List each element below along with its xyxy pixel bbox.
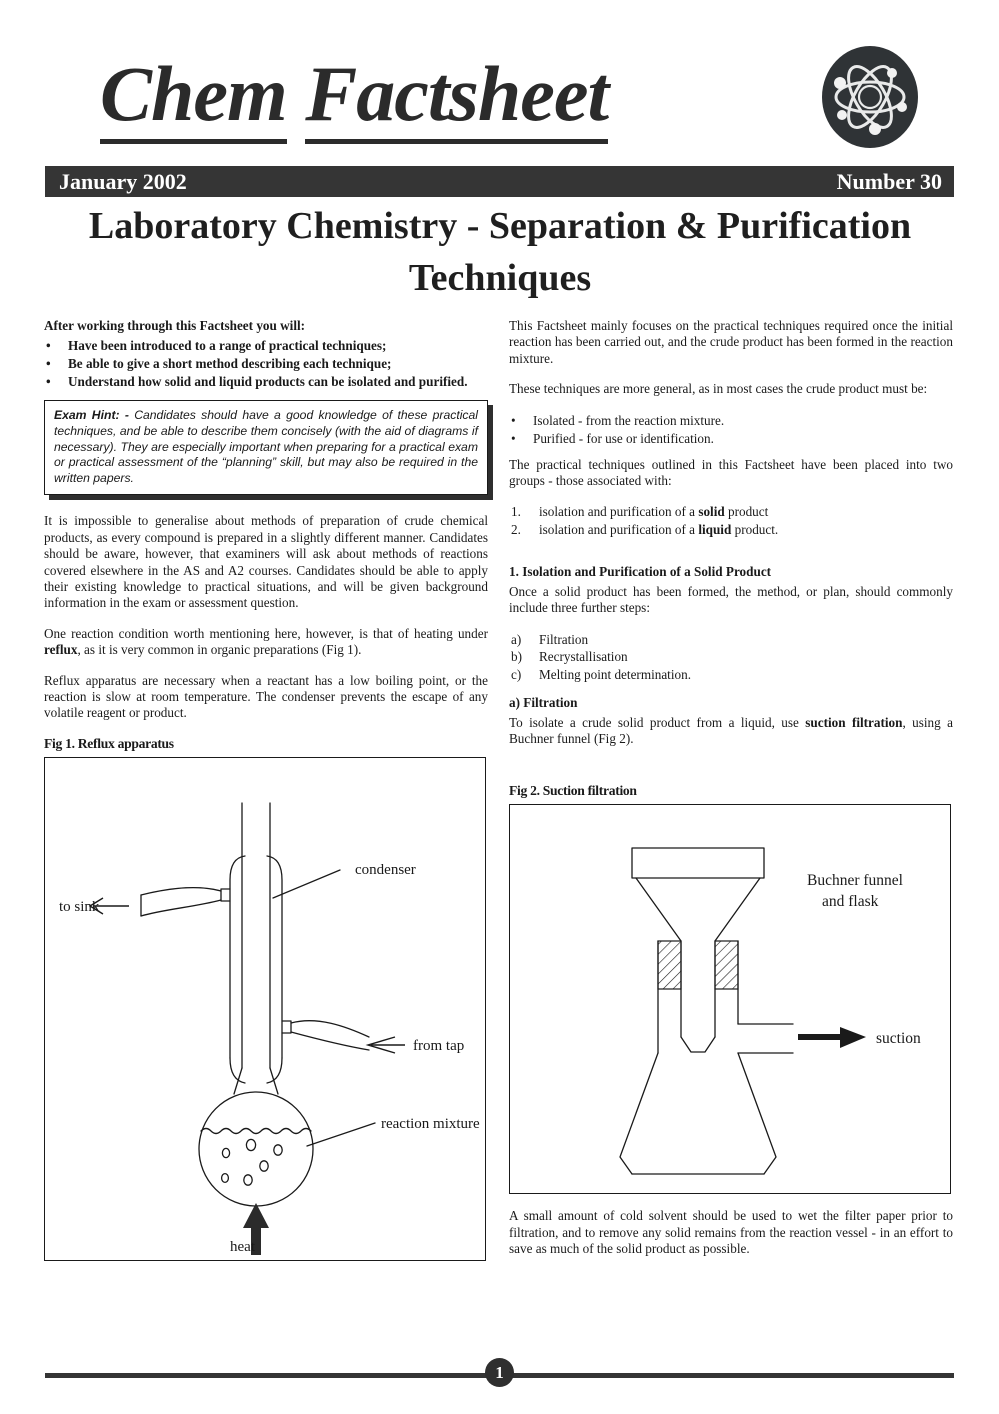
step-text: Filtration [539, 631, 589, 647]
numbered-bold: liquid [698, 521, 732, 537]
numbered-post: product. [731, 521, 779, 537]
exam-hint-label: Exam Hint: - [54, 408, 129, 423]
bullet-icon: • [511, 430, 516, 446]
left-paragraph-3: Reflux apparatus are necessary when a reactant has a low boiling point, or the reaction is slow at room temperature. The condenser prevents the escape of any volatile reagent or product. [44, 672, 488, 721]
objectives-heading: After working through this Factsheet you will: [44, 318, 306, 333]
numbered-post: product [724, 504, 769, 520]
objective-text: Understand how solid and liquid products can be isolated and purified. [68, 374, 468, 390]
list-item [509, 503, 953, 521]
section-1-paragraph: Once a solid product has been formed, the method, or plan, should commonly include three further steps: [509, 583, 953, 616]
fig2-label-buchner-line2: and flask [822, 893, 879, 911]
fig1-label-condenser: condenser [355, 861, 416, 878]
step-text: Recrystallisation [539, 649, 628, 665]
fig1-label-heat: heat [230, 1238, 255, 1255]
two-groups-list [509, 503, 953, 538]
issue-number: Number 30 [836, 169, 942, 194]
numbered-bold: solid [698, 504, 725, 520]
left-column [44, 318, 488, 1261]
right-paragraph-1: This Factsheet mainly focuses on the practical techniques required once the initial reaction has been carried out, and the crude product has been formed in the reaction mixture. [509, 318, 953, 366]
para2-post: , as it is very common in organic preparations (Fig 1). [77, 642, 362, 658]
objective-text: Have been introduced to a range of practical techniques; [68, 338, 387, 354]
bullet-icon: • [46, 356, 51, 372]
para2-pre: One reaction condition worth mentioning here, however, is that of heating under [44, 625, 488, 641]
fig1-label-from-tap: from tap [413, 1037, 465, 1054]
bullet-icon: • [511, 412, 516, 428]
objective-text: Be able to give a short method describing each technique; [68, 356, 392, 372]
fig2-suction-filtration [509, 804, 951, 1194]
masthead [45, 42, 954, 150]
bullet-text: Purified - for use or identification. [533, 430, 714, 446]
list-marker: 1. [511, 504, 521, 520]
bullet-icon: • [46, 374, 51, 390]
list-item [509, 521, 953, 539]
numbered-pre: isolation and purification of a [539, 504, 699, 520]
fig2-caption: Fig 2. Suction filtration [509, 783, 637, 799]
atom-icon [820, 45, 920, 149]
left-paragraph-1: It is impossible to generalise about methods of preparation of crude chemical products, as every compound is prepared in a slightly different manner. Candidates should be aware, however, that examiners will ask about methods of reactions covered elsewhere in the AS and A2 courses. Candidates should be able to apply their existing knowledge to practical situations, and will be given background information in the exam or assessment question. [44, 513, 488, 611]
para2-bold-reflux: reflux [44, 642, 78, 658]
page-number-badge: 1 [485, 1358, 514, 1387]
fig2-label-buchner-line1: Buchner funnel [807, 872, 903, 890]
list-marker: b) [511, 649, 522, 665]
list-marker: 2. [511, 521, 521, 537]
fig1-label-reaction-mixture: reaction mixture [381, 1115, 480, 1132]
issue-bar [45, 166, 954, 197]
fig1-caption: Fig 1. Reflux apparatus [44, 735, 174, 751]
fig1-label-to-sink: to sink [59, 898, 100, 915]
list-item [509, 430, 953, 447]
masthead-word-chem: Chem [100, 50, 287, 144]
issue-date: January 2002 [59, 169, 187, 194]
list-marker: c) [511, 666, 522, 682]
exam-hint-box [44, 400, 488, 495]
exam-hint-callout [44, 400, 488, 495]
list-item [509, 412, 953, 429]
bullet-text: Isolated - from the reaction mixture. [533, 412, 725, 428]
fig2-label-suction: suction [876, 1030, 921, 1048]
list-item [509, 631, 953, 649]
subsection-a-paragraph [509, 715, 953, 748]
list-item [44, 373, 488, 390]
list-item [509, 648, 953, 666]
masthead-word-factsheet: Factsheet [305, 50, 608, 144]
list-item [44, 337, 488, 354]
objectives-list [44, 337, 488, 390]
subsection-a-heading: a) Filtration [509, 695, 578, 711]
list-item [509, 666, 953, 684]
numbered-pre: isolation and purification of a [539, 521, 699, 537]
right-column [509, 318, 953, 1272]
list-item [44, 355, 488, 372]
steps-list [509, 631, 953, 684]
left-paragraph-2 [44, 626, 488, 659]
fig1-reflux-apparatus [44, 757, 486, 1261]
step-text: Melting point determination. [539, 666, 691, 682]
right-closing-paragraph: A small amount of cold solvent should be used to wet the filter paper prior to filtration, and to remove any solid remains from the reaction vessel - in an effort to save as much of the solid product as possible. [509, 1208, 953, 1257]
masthead-title [100, 44, 820, 144]
subpara-bold-suction-filtration: suction filtration [805, 714, 903, 730]
list-marker: a) [511, 631, 522, 647]
exam-hint-text: Candidates should have a good knowledge of these practical techniques, and be able to describe them concisely (with the aid of diagrams if necessary). They are especially important when preparing for a practical exam or practical assessment of the “planning” skill, but may also be required in the written papers. [54, 408, 478, 485]
section-1-heading: 1. Isolation and Purification of a Solid Product [509, 564, 772, 580]
page-footer [45, 1363, 954, 1382]
page-title: Laboratory Chemistry - Separation & Purification Techniques [88, 205, 912, 299]
subpara-post: , using a Buchner funnel (Fig 2). [509, 714, 953, 746]
bullet-icon: • [46, 338, 51, 354]
crude-product-list [509, 412, 953, 447]
right-paragraph-3: The practical techniques outlined in this Factsheet have been placed into two groups - those associated with: [509, 456, 953, 489]
subpara-pre: To isolate a crude solid product from a liquid, use [509, 714, 806, 730]
right-paragraph-2: These techniques are more general, as in most cases the crude product must be: [509, 381, 928, 397]
